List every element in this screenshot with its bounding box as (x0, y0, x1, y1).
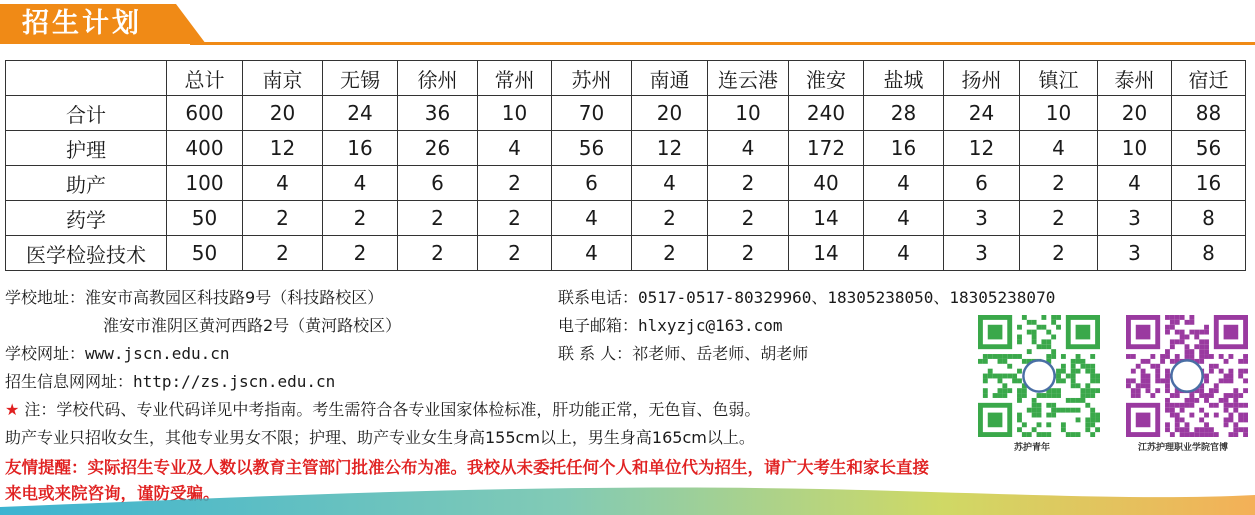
table-cell: 56 (552, 131, 632, 166)
table-cell: 3 (944, 236, 1020, 271)
column-header: 南通 (632, 61, 708, 96)
table-cell: 56 (1172, 131, 1246, 166)
table-cell: 4 (864, 201, 944, 236)
table-cell: 2 (478, 236, 552, 271)
table-row (6, 166, 1246, 201)
column-header: 无锡 (323, 61, 398, 96)
email-line (558, 316, 783, 336)
email-address[interactable]: hlxyzjc@163.com (638, 316, 783, 335)
table-cell: 6 (944, 166, 1020, 201)
address-line-2 (103, 316, 401, 336)
table-cell: 2 (478, 166, 552, 201)
table-cell: 2 (632, 201, 708, 236)
column-header: 盐城 (864, 61, 944, 96)
table-cell: 2 (323, 236, 398, 271)
table-cell: 4 (323, 166, 398, 201)
website-label: 学校网址： (5, 344, 86, 363)
table-cell: 8 (1172, 236, 1246, 271)
phone-line (558, 288, 1055, 308)
table-cell: 24 (323, 96, 398, 131)
table-cell: 2 (708, 201, 789, 236)
address-line-1 (5, 288, 383, 308)
note-text-2: 助产专业只招收女生，其他专业男女不限；护理、助产专业女生身高155cm以上，男生身高165cm以上。 (5, 428, 755, 447)
table-cell: 2 (398, 236, 478, 271)
row-label: 医学检验技术 (6, 236, 167, 271)
column-header: 徐州 (398, 61, 478, 96)
table-cell: 14 (789, 236, 864, 271)
address-label: 学校地址： (5, 288, 86, 307)
table-cell: 3 (944, 201, 1020, 236)
table-cell: 10 (708, 96, 789, 131)
table-cell: 4 (708, 131, 789, 166)
column-header: 宿迁 (1172, 61, 1246, 96)
warning-line-2: 来电或来院咨询，谨防受骗。 (5, 484, 220, 503)
enrollment-plan-table (5, 60, 1246, 271)
footer-wave-decoration (0, 475, 1255, 515)
table-cell: 20 (632, 96, 708, 131)
table-cell: 12 (243, 131, 323, 166)
email-label: 电子邮箱： (558, 316, 639, 335)
phone-numbers: 0517-0517-80329960、18305238050、18305238070 (638, 288, 1056, 307)
table-cell: 20 (1098, 96, 1172, 131)
column-header: 总计 (167, 61, 243, 96)
column-header: 扬州 (944, 61, 1020, 96)
row-label: 护理 (6, 131, 167, 166)
table-cell: 2 (708, 166, 789, 201)
phone-label: 联系电话： (558, 288, 639, 307)
address-campus-1: 淮安市高教园区科技路9号（科技路校区） (85, 288, 384, 307)
warning-line-1: 友情提醒：实际招生专业及人数以教育主管部门批准公布为准。我校从未委托任何个人和单位代为招生，请广大考生和家长直接 (5, 458, 929, 477)
table-cell: 40 (789, 166, 864, 201)
table-cell: 70 (552, 96, 632, 131)
row-label: 合计 (6, 96, 167, 131)
address-campus-2: 淮安市淮阴区黄河西路2号（黄河路校区） (103, 316, 402, 335)
table-cell: 4 (1020, 131, 1098, 166)
table-cell: 28 (864, 96, 944, 131)
table-cell: 6 (552, 166, 632, 201)
admission-site-line (5, 372, 335, 392)
admission-site-link[interactable]: http://zs.jscn.edu.cn (133, 372, 336, 391)
table-cell: 6 (398, 166, 478, 201)
table-cell: 2 (1020, 166, 1098, 201)
table-row (6, 131, 1246, 166)
table-cell: 3 (1098, 236, 1172, 271)
table-cell: 16 (864, 131, 944, 166)
table-cell: 88 (1172, 96, 1246, 131)
row-label: 助产 (6, 166, 167, 201)
table-cell: 16 (323, 131, 398, 166)
column-header: 南京 (243, 61, 323, 96)
table-cell: 20 (243, 96, 323, 131)
section-title: 招生计划 (22, 8, 142, 39)
table-corner-cell (6, 61, 167, 96)
table-cell: 36 (398, 96, 478, 131)
table-cell: 12 (944, 131, 1020, 166)
table-cell: 600 (167, 96, 243, 131)
column-header: 苏州 (552, 61, 632, 96)
table-header-row (6, 61, 1246, 96)
table-cell: 10 (1020, 96, 1098, 131)
table-cell: 8 (1172, 201, 1246, 236)
table-cell: 2 (398, 201, 478, 236)
table-cell: 4 (552, 201, 632, 236)
qr-caption-left: 苏护青年 (1014, 443, 1051, 453)
contact-person-label: 联 系 人： (558, 344, 633, 363)
note-line-1 (5, 400, 760, 420)
column-header: 淮安 (789, 61, 864, 96)
table-row (6, 236, 1246, 271)
table-cell: 172 (789, 131, 864, 166)
table-cell: 2 (478, 201, 552, 236)
column-header: 镇江 (1020, 61, 1098, 96)
table-cell: 14 (789, 201, 864, 236)
column-header: 常州 (478, 61, 552, 96)
star-icon: ★ (5, 400, 20, 419)
website-line (5, 344, 230, 364)
table-cell: 2 (708, 236, 789, 271)
table-cell: 2 (1020, 236, 1098, 271)
table-cell: 240 (789, 96, 864, 131)
table-cell: 3 (1098, 201, 1172, 236)
note-text-1: 注：学校代码、专业代码详见中考指南。考生需符合各专业国家体检标准，肝功能正常，无色盲、色弱。 (19, 400, 761, 419)
table-cell: 50 (167, 236, 243, 271)
table-cell: 24 (944, 96, 1020, 131)
note-line-2 (5, 428, 755, 448)
column-header: 连云港 (708, 61, 789, 96)
row-label: 药学 (6, 201, 167, 236)
website-link[interactable]: www.jscn.edu.cn (85, 344, 230, 363)
qr-caption-right: 江苏护理职业学院官博 (1138, 443, 1229, 453)
table-cell: 400 (167, 131, 243, 166)
table-cell: 10 (478, 96, 552, 131)
table-cell: 2 (323, 201, 398, 236)
table-cell: 50 (167, 201, 243, 236)
table-cell: 10 (1098, 131, 1172, 166)
column-header: 泰州 (1098, 61, 1172, 96)
table-cell: 4 (1098, 166, 1172, 201)
contact-person-line (558, 344, 808, 364)
table-cell: 2 (632, 236, 708, 271)
table-cell: 16 (1172, 166, 1246, 201)
banner-divider (190, 42, 1255, 45)
table-cell: 4 (552, 236, 632, 271)
table-cell: 2 (243, 201, 323, 236)
table-cell: 100 (167, 166, 243, 201)
table-cell: 4 (864, 236, 944, 271)
table-cell: 2 (1020, 201, 1098, 236)
table-cell: 4 (864, 166, 944, 201)
table-cell: 2 (243, 236, 323, 271)
table-row (6, 201, 1246, 236)
qr-code-left[interactable] (978, 315, 1100, 437)
table-cell: 26 (398, 131, 478, 166)
contact-person-names: 祁老师、岳老师、胡老师 (632, 344, 809, 363)
table-cell: 4 (478, 131, 552, 166)
qr-code-right[interactable] (1126, 315, 1248, 437)
table-cell: 12 (632, 131, 708, 166)
table-cell: 4 (243, 166, 323, 201)
table-row (6, 96, 1246, 131)
table-cell: 4 (632, 166, 708, 201)
admission-site-label: 招生信息网网址： (5, 372, 134, 391)
